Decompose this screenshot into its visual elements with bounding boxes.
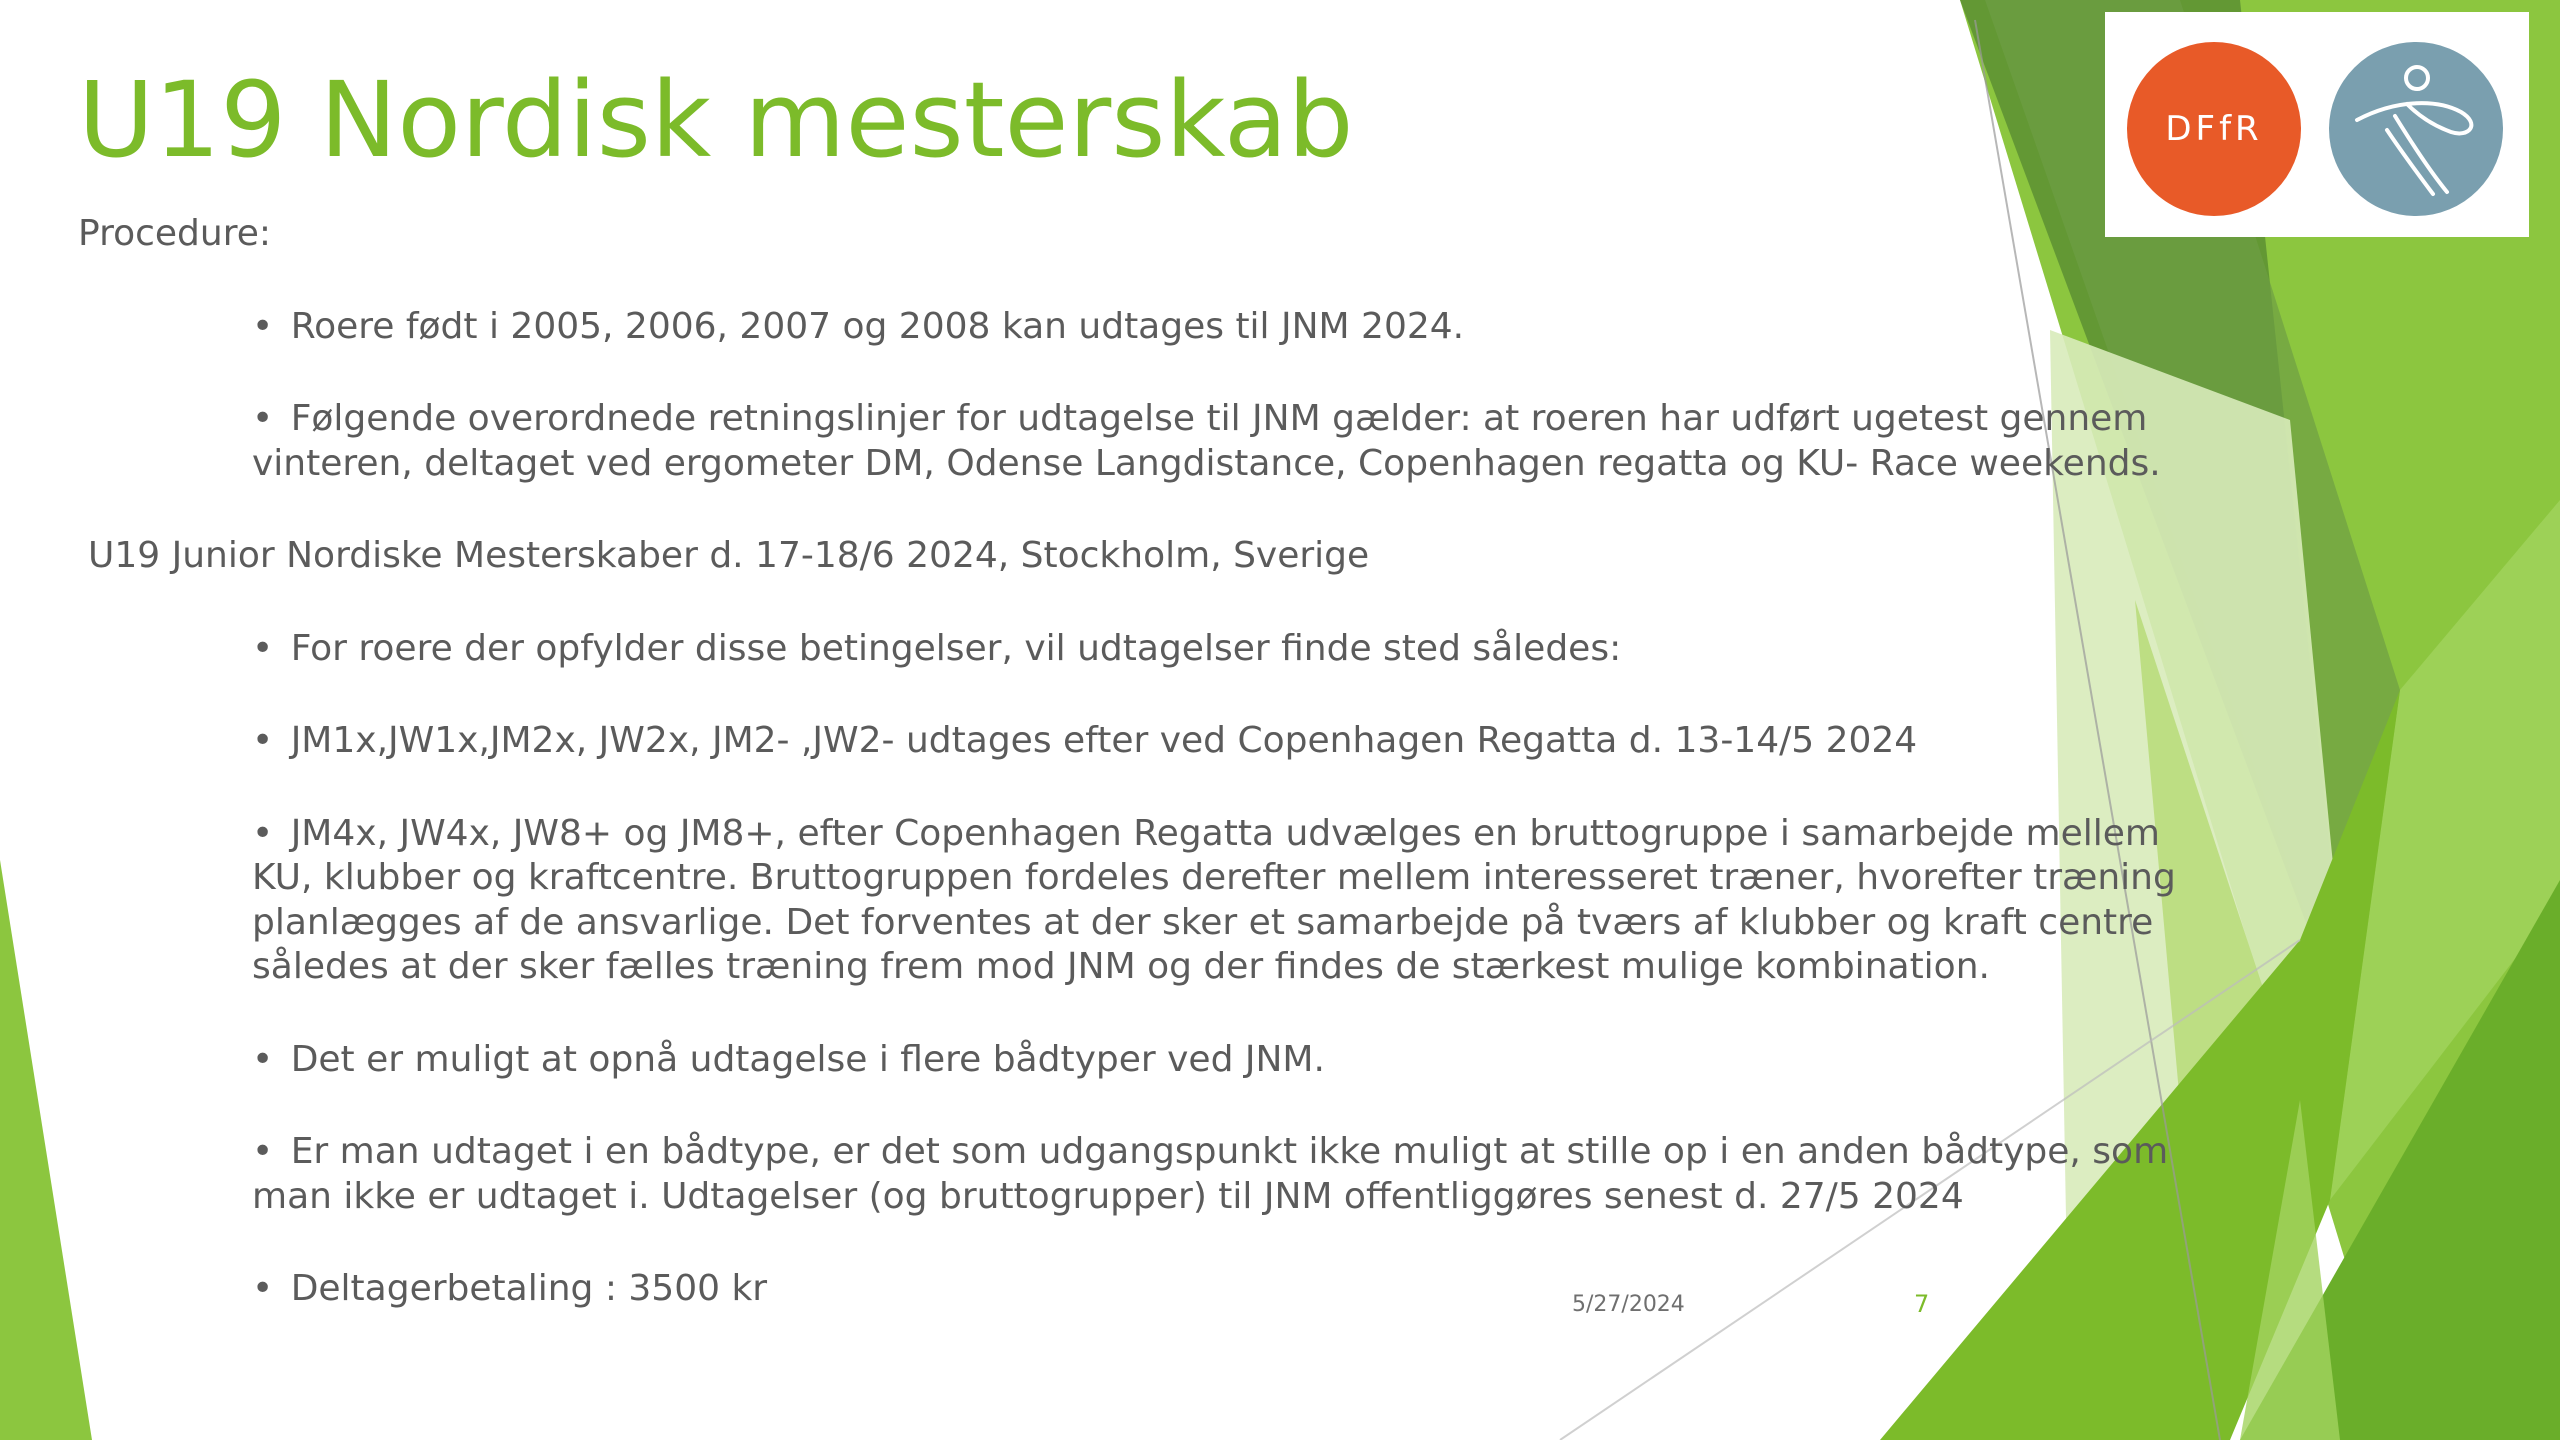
footer-date: 5/27/2024 xyxy=(1572,1292,1685,1317)
bullet-item xyxy=(252,812,2182,990)
bullet-dot: • xyxy=(252,398,274,439)
dfr-logo-text: DFfR xyxy=(2165,109,2263,149)
bullet-item xyxy=(252,627,2182,672)
bullet-text: JM1x,JW1x,JM2x, JW2x, JM2- ,JW2- udtages efter ved Copenhagen Regatta d. 13-14/5 2024 xyxy=(290,720,1918,761)
bullet-text: Roere født i 2005, 2006, 2007 og 2008 kan udtages til JNM 2024. xyxy=(290,305,1465,347)
bullet-dot: • xyxy=(252,1268,274,1309)
procedure-heading: Procedure: xyxy=(78,213,272,254)
bullet-item xyxy=(252,305,2182,350)
bullet-dot: • xyxy=(252,812,274,854)
bullet-text: JM4x, JW4x, JW8+ og JM8+, efter Copenhagen Regatta udvælges en bruttogruppe i samarbejde mellem KU, klubber og kraftcentre. Bruttogruppen fordeles derefter mellem interesseret træner, hvorefter træning planlægges af de ansvarlige. Det forventes at der sker et samarbejde på tværs af klubber og kraft centre således at der sker fælles træning frem mod JNM og der findes de stærkest mulige kombination. xyxy=(252,812,2176,987)
dfr-logo-icon xyxy=(2127,42,2301,216)
bullet-item xyxy=(252,1130,2182,1219)
logo-box xyxy=(2105,12,2529,237)
bullet-item xyxy=(252,1038,2182,1083)
slide-title: U19 Nordisk mesterskab xyxy=(78,59,1354,181)
bullet-item xyxy=(252,1267,2182,1312)
bullet-text: Følgende overordnede retningslinjer for udtagelse til JNM gælder: at roeren har udført ugetest gennem vinteren, deltaget ved ergometer DM, Odense Langdistance, Copenhagen regatta og KU- Race weekends. xyxy=(252,398,2161,484)
rower-logo-icon xyxy=(2329,42,2503,216)
slide-content xyxy=(78,212,2188,1360)
bullet-dot: • xyxy=(252,1131,274,1172)
footer-page-number: 7 xyxy=(1914,1290,1930,1318)
bullet-dot: • xyxy=(252,627,274,669)
bullet-dot: • xyxy=(252,305,274,347)
bullet-text: For roere der opfylder disse betingelser, vil udtagelser finde sted således: xyxy=(290,627,1622,669)
bullet-dot: • xyxy=(252,720,274,761)
bullet-item xyxy=(252,397,2182,486)
bullet-text: Det er muligt at opnå udtagelse i flere bådtyper ved JNM. xyxy=(290,1038,1325,1080)
bullet-item xyxy=(252,719,2182,764)
bullet-text: Deltagerbetaling : 3500 kr xyxy=(290,1268,768,1309)
bullet-text: Er man udtaget i en bådtype, er det som udgangspunkt ikke muligt at stille op i en anden bådtype, som man ikke er udtaget i. Udtagelser (og bruttogrupper) til JNM offentliggøres senest d. 27/5 2024 xyxy=(252,1131,2169,1217)
bullet-dot: • xyxy=(252,1038,274,1080)
event-heading: U19 Junior Nordiske Mesterskaber d. 17-18/6 2024, Stockholm, Sverige xyxy=(88,535,1370,576)
